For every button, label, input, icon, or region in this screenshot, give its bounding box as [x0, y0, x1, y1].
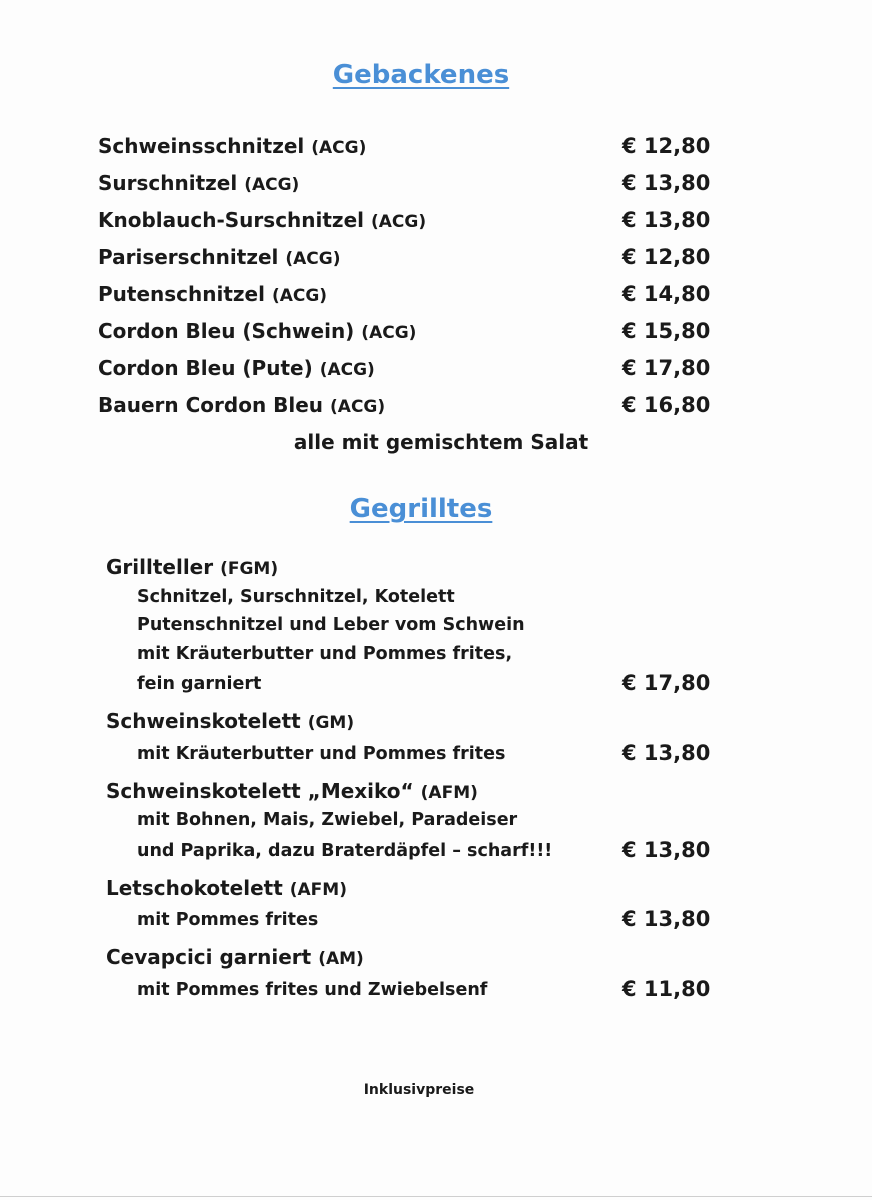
menu-item	[98, 134, 718, 164]
menu-item-name: Schweinsschnitzel (ACG)	[98, 134, 367, 158]
menu-item-description: mit Kräuterbutter und Pommes frites	[137, 744, 506, 764]
menu-item	[98, 282, 718, 312]
menu-item	[98, 356, 718, 386]
menu-item-price: € 15,80	[622, 319, 711, 343]
menu-item-description: mit Pommes frites	[137, 910, 319, 930]
allergen-code: (ACG)	[244, 175, 300, 195]
menu-item-name: Bauern Cordon Bleu (ACG)	[98, 393, 386, 417]
menu-item-price: € 14,80	[622, 282, 711, 306]
menu-item	[98, 208, 718, 238]
menu-item	[98, 245, 718, 275]
menu-item-name: Schweinskotelett „Mexiko“ (AFM)	[106, 779, 478, 803]
menu-item-name: Letschokotelett (AFM)	[106, 876, 347, 900]
menu-item-name: Grillteller (FGM)	[106, 555, 279, 579]
allergen-code: (ACG)	[330, 397, 386, 417]
allergen-code: (AM)	[318, 949, 364, 969]
menu-item-description: Schnitzel, Surschnitzel, Kotelett	[137, 587, 455, 607]
menu-item-description: mit Pommes frites und Zwiebelsenf	[137, 980, 488, 1000]
menu-item-price: € 12,80	[622, 134, 711, 158]
allergen-code: (FGM)	[220, 559, 279, 579]
footer-note: Inklusivpreise	[363, 1082, 475, 1098]
menu-item-name: Cordon Bleu (Schwein) (ACG)	[98, 319, 417, 343]
allergen-code: (ACG)	[319, 360, 375, 380]
allergen-code: (ACG)	[311, 138, 367, 158]
menu-item-name: Pariserschnitzel (ACG)	[98, 245, 341, 269]
menu-item	[98, 319, 718, 349]
allergen-code: (ACG)	[271, 286, 328, 306]
menu-item-price: € 12,80	[622, 245, 711, 269]
menu-item-price: € 13,80	[622, 208, 711, 232]
allergen-code: (AFM)	[420, 783, 478, 803]
menu-item-description: fein garniert	[137, 674, 262, 694]
section-title-gebackenes: Gebackenes	[332, 60, 510, 90]
menu-item-name: Putenschnitzel (ACG)	[98, 282, 328, 306]
menu-item	[98, 171, 718, 201]
menu-item-price: € 13,80	[622, 907, 711, 931]
allergen-code: (AFM)	[289, 880, 347, 900]
section-title-gegrilltes: Gegrilltes	[349, 494, 493, 524]
menu-item-price: € 16,80	[622, 393, 711, 417]
menu-item-name: Cordon Bleu (Pute) (ACG)	[98, 356, 375, 380]
menu-item-name: Knoblauch-Surschnitzel (ACG)	[98, 208, 427, 232]
menu-item-price: € 17,80	[622, 356, 711, 380]
menu-item-name: Surschnitzel (ACG)	[98, 171, 300, 195]
allergen-code: (GM)	[307, 713, 355, 733]
section-note: alle mit gemischtem Salat	[293, 430, 589, 454]
menu-item-description: Putenschnitzel und Leber vom Schwein	[137, 615, 525, 635]
menu-item-name: Schweinskotelett (GM)	[106, 709, 355, 733]
menu-item-description: und Paprika, dazu Braterdäpfel – scharf!!!	[137, 841, 553, 861]
menu-item-description: mit Kräuterbutter und Pommes frites,	[137, 644, 513, 664]
menu-item-description: mit Bohnen, Mais, Zwiebel, Paradeiser	[137, 810, 518, 830]
menu-item-name: Cevapcici garniert (AM)	[106, 945, 364, 969]
menu-item-price: € 17,80	[622, 671, 711, 695]
menu-item-price: € 13,80	[622, 741, 711, 765]
menu-item-price: € 13,80	[622, 171, 711, 195]
allergen-code: (ACG)	[361, 323, 417, 343]
page-edge-divider	[0, 1196, 872, 1197]
allergen-code: (ACG)	[370, 212, 427, 232]
menu-item-price: € 13,80	[622, 838, 711, 862]
menu-item-price: € 11,80	[622, 977, 711, 1001]
menu-item	[98, 393, 718, 423]
allergen-code: (ACG)	[285, 249, 341, 269]
